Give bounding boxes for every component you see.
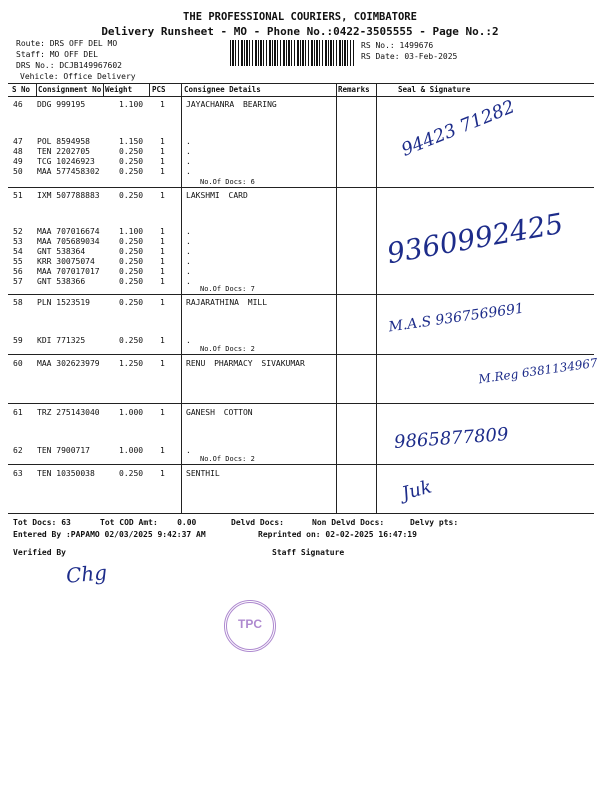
table-row: 49 TCG 10246923 0.250 1 . [13, 157, 191, 166]
cod-value: 0.00 [177, 518, 197, 527]
table-header [0, 85, 600, 95]
signature-4: M.Reg 6381134967 [477, 355, 599, 387]
route-label: Route: DRS OFF DEL MO [16, 39, 118, 48]
docs-count: No.Of Docs: 7 [200, 285, 255, 293]
docs-count: No.Of Docs: 2 [200, 345, 255, 353]
signature-3: M.A.S 9367569691 [387, 300, 525, 336]
table-row: 62 TEN 7900717 1.000 1 . [13, 446, 191, 455]
company-stamp: TPC [224, 600, 276, 652]
header-sno: S No [12, 85, 31, 94]
table-row: 46 DDG 999195 1.100 1 JAYACHANRA BEARING [13, 100, 277, 109]
consignee-name: LAKSHMI CARD [186, 191, 248, 200]
consignee-name: RENU PHARMACY SIVAKUMAR [186, 359, 305, 368]
delvd-docs-label: Delvd Docs: [231, 518, 284, 527]
table-row: 59 KDI 771325 0.250 1 . [13, 336, 191, 345]
consignee-name: RAJARATHINA MILL [186, 298, 268, 307]
vehicle-label: Vehicle: Office Delivery [20, 72, 136, 81]
header-weight: Weight [105, 85, 133, 94]
verified-by-label: Verified By [13, 548, 66, 557]
consignee-name: SENTHIL [186, 469, 220, 478]
header-remarks: Remarks [338, 85, 370, 94]
barcode-image [230, 40, 354, 66]
tot-cod-amt [100, 518, 196, 527]
header-consignee: Consignee Details [184, 85, 261, 94]
verifier-signature: Chg [65, 560, 108, 588]
signature-5: 9865877809 [393, 424, 510, 453]
docs-count: No.Of Docs: 2 [200, 455, 255, 463]
drs-number: DRS No.: DCJB149967602 [16, 61, 122, 70]
reprinted-on: Reprinted on: 02-02-2025 16:47:19 [258, 530, 417, 539]
header-seal: Seal & Signature [398, 85, 471, 94]
staff-signature-label: Staff Signature [272, 548, 345, 557]
company-title: THE PROFESSIONAL COURIERS, COIMBATORE [183, 11, 417, 23]
cod-label: Tot COD Amt: [100, 518, 158, 527]
signature-2: 9360992425 [384, 206, 566, 271]
table-row: 63 TEN 10350038 0.250 1 SENTHIL [13, 469, 220, 478]
docs-count: No.Of Docs: 6 [200, 178, 255, 186]
consignee-name: GANESH COTTON [186, 408, 253, 417]
table-row: 50 MAA 577458302 0.250 1 . [13, 167, 191, 176]
consignee-name: JAYACHANRA BEARING [186, 100, 277, 109]
table-row: 61 TRZ 275143040 1.000 1 GANESH COTTON [13, 408, 253, 417]
table-row: 48 TEN 2202705 0.250 1 . [13, 147, 191, 156]
signature-1: 94423 71282 [398, 96, 518, 161]
table-row: 47 POL 8594958 1.150 1 . [13, 137, 191, 146]
table-row: 57 GNT 538366 0.250 1 . [13, 277, 191, 286]
runsheet-title: Delivery Runsheet - MO - Phone No.:0422-3505555 - Page No.:2 [101, 25, 499, 38]
tot-docs-label: Tot Docs: [13, 518, 57, 527]
header-consignment: Consignment No [38, 85, 102, 94]
delvy-pts-label: Delvy pts: [410, 518, 459, 527]
footer-totals [13, 518, 71, 527]
rs-date: RS Date: 03-Feb-2025 [361, 52, 458, 61]
table-row: 51 IXM 507788883 0.250 1 LAKSHMI CARD [13, 191, 248, 200]
rs-number: RS No.: 1499676 [361, 41, 434, 50]
signature-6: Juk [399, 476, 434, 505]
table-row: 54 GNT 538364 0.250 1 . [13, 247, 191, 256]
table-row: 60 MAA 302623979 1.250 1 RENU PHARMACY SIVAKUMAR [13, 359, 305, 368]
non-delvd-docs-label: Non Delvd Docs: [312, 518, 385, 527]
table-row: 55 KRR 30075074 0.250 1 . [13, 257, 191, 266]
table-row: 56 MAA 707017017 0.250 1 . [13, 267, 191, 276]
tot-docs-value: 63 [61, 518, 71, 527]
table-row: 52 MAA 707016674 1.100 1 . [13, 227, 191, 236]
entered-by: Entered By :PAPAMO 02/03/2025 9:42:37 AM [13, 530, 206, 539]
table-row: 58 PLN 1523519 0.250 1 RAJARATHINA MILL [13, 298, 268, 307]
table-row: 53 MAA 705689034 0.250 1 . [13, 237, 191, 246]
header-pcs: PCS [152, 85, 166, 94]
staff-label: Staff: MO OFF DEL [16, 50, 98, 59]
